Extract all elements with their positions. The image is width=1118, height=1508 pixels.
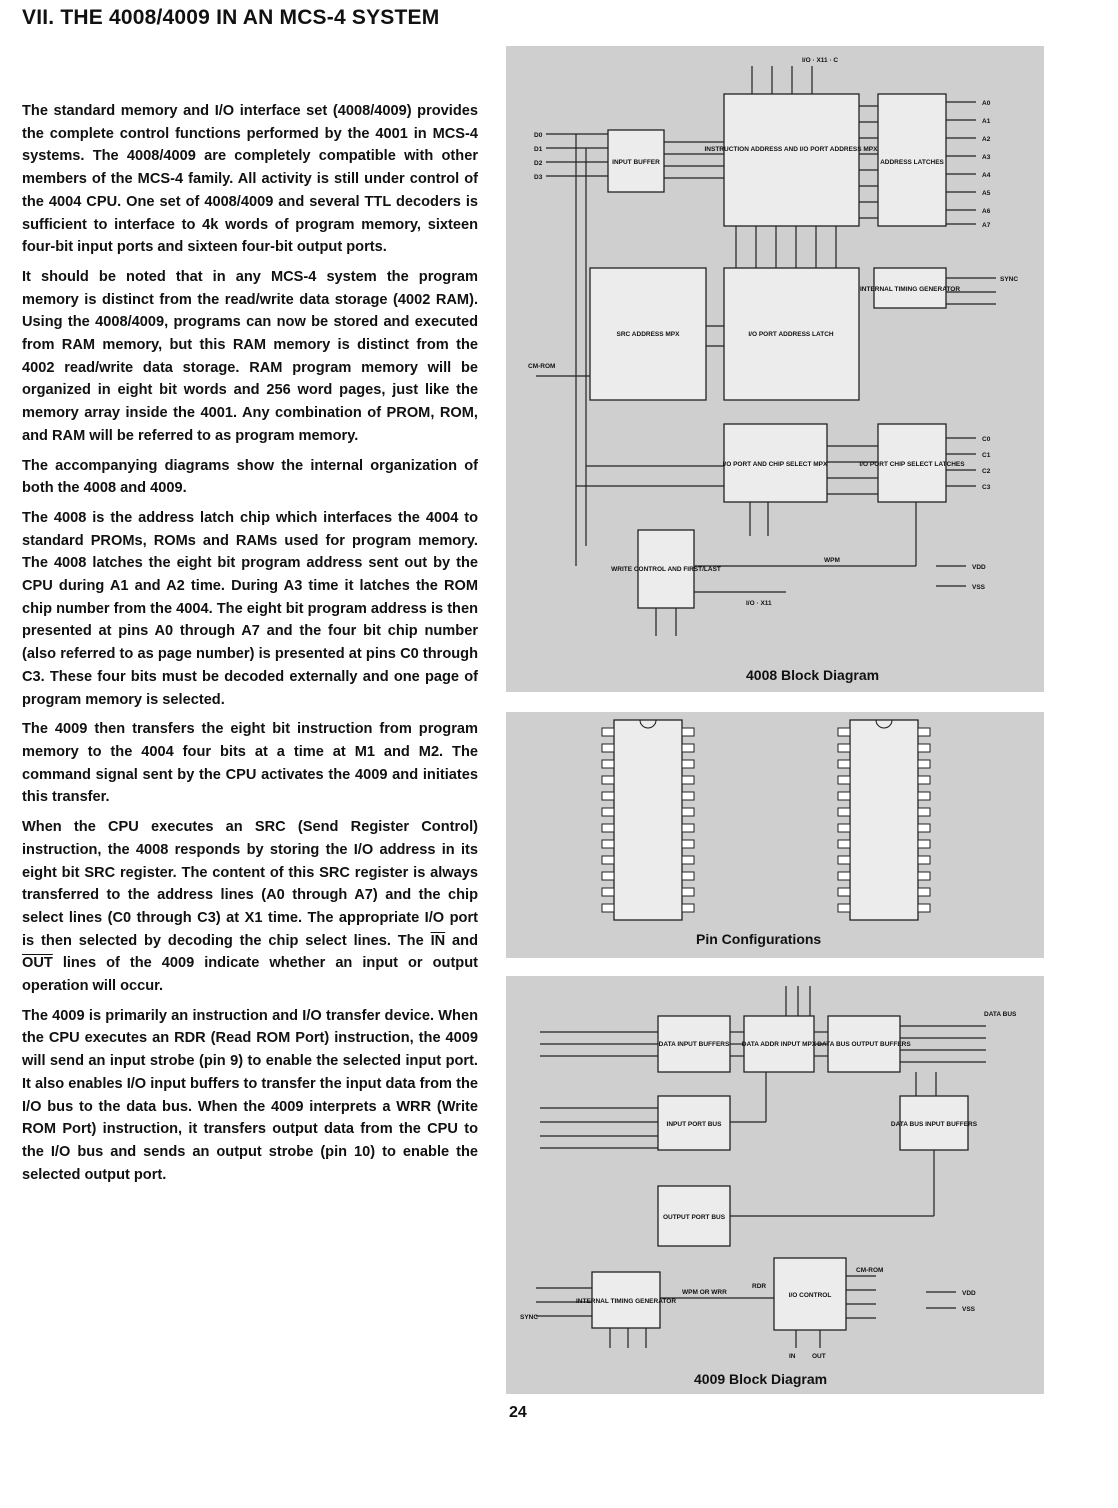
label-data-bus-output: DATA BUS OUTPUT BUFFERS	[817, 1041, 911, 1048]
pin-vss: VSS	[972, 584, 986, 591]
label-data-bus-input: DATA BUS INPUT BUFFERS	[890, 1121, 978, 1128]
pin-out: OUT	[812, 1353, 826, 1360]
label-src-address: SRC ADDRESS MPX	[616, 331, 680, 338]
label-input-port-bus: INPUT PORT BUS	[666, 1121, 722, 1128]
label-write-control: WRITE CONTROL AND FIRST/LAST	[611, 566, 721, 573]
paragraph-text: and	[445, 932, 478, 949]
pin-d1: D1	[534, 146, 543, 153]
label-address-latches: ADDRESS LATCHES	[880, 159, 944, 166]
pin-d2: D2	[534, 160, 543, 167]
signal-wpm-or-wrr: WPM OR WRR	[682, 1289, 727, 1296]
page-number: 24	[509, 1404, 527, 1421]
label-io-port-latches: I/O PORT CHIP SELECT LATCHES	[859, 461, 965, 468]
figure-4009-block-diagram	[506, 976, 1044, 1394]
chip-4009-package	[850, 720, 918, 920]
pin-sync: SYNC	[520, 1314, 539, 1321]
paragraph-text: When the CPU executes an SRC (Send Register Control) instruction, the 4008 responds by storing the I/O address in its eight bit SRC register. The content of this SRC register is always transferred to the address lines (A0 through A7) and the chip select lines (C0 through C3) at X1 time. The appropriate I/O port is then selected by decoding the chip select lines. The	[22, 819, 478, 949]
label-output-port-bus: OUTPUT PORT BUS	[662, 1214, 726, 1221]
pin-d3: D3	[534, 174, 543, 181]
pin-a5: A5	[982, 190, 991, 197]
pin-c0: C0	[982, 436, 991, 443]
page-title: VII. THE 4008/4009 IN AN MCS-4 SYSTEM	[22, 6, 440, 29]
paragraph: The accompanying diagrams show the internal organization of both the 4008 and 4009.	[22, 457, 478, 497]
signal-cm-rom: CM-ROM	[856, 1267, 884, 1274]
paragraph: The 4008 is the address latch chip which interfaces the 4004 to standard PROMs, ROMs and RAMs used for program memory. The 4008 latches the eight bit program address sent out by the CPU during A1 and A2 time. During A3 time it latches the ROM chip number from the 4004. The eight bit program address is then presented at pins A0 through A7 and the four bit chip number (also referred to as page number) is presented at pins C0 through C3. These four bits must be decoded externally and one page of program memory is selected.	[22, 509, 478, 708]
pin-d0: D0	[534, 132, 543, 139]
paragraph: It should be noted that in any MCS-4 system the program memory is distinct from the read/write data storage (4002 RAM). Using the 4008/4009, programs can now be stored and executed from RAM memory, but this RAM memory is distinct from the 4002 read/write data storage. RAM program memory will be organized in eight bit words and 256 word pages, just like the memory array inside the 4001. Any combination of PROM, ROM, and RAM will be referred to as program memory.	[22, 268, 478, 444]
pin-c1: C1	[982, 452, 991, 459]
paragraph: The 4009 is primarily an instruction and I/O transfer device. When the CPU executes an RDR (Read ROM Port) instruction, the 4009 will send an input strobe (pin 9) to enable the selected input port. It also enables I/O input buffers to transfer the input data from the I/O bus to the data bus. When the 4009 interprets a WRR (Write ROM Port) instruction, it transfers output data from the CPU to the I/O bus and sends an output strobe (pin 10) to enable the selected output port.	[22, 1007, 478, 1183]
diagram-pin-config	[506, 712, 1044, 958]
paragraph: The standard memory and I/O interface set (4008/4009) provides the complete control functions performed by the 4001 in MCS-4 systems. The 4008/4009 are completely compatible with other members of the MCS-4 family. All activity is still under control of the 4004 CPU. One set of 4008/4009 and several TTL decoders is sufficient to interface to 4k words of program memory, sixteen four-bit input ports and sixteen four-bit output ports.	[22, 103, 478, 256]
pin-a4: A4	[982, 172, 991, 179]
pin-cm-rom: CM-ROM	[528, 363, 556, 370]
pin-a6: A6	[982, 208, 991, 215]
signal-io-x11: I/O · X11	[746, 600, 772, 607]
pin-c2: C2	[982, 468, 991, 475]
pin-sync: SYNC	[1000, 276, 1019, 283]
diagram-4008	[506, 46, 1044, 692]
chip-4008-package	[614, 720, 682, 920]
signal-rdr: RDR	[752, 1283, 767, 1290]
pin-vss: VSS	[962, 1306, 976, 1313]
label-instruction-address: INSTRUCTION ADDRESS AND I/O PORT ADDRESS MPX	[704, 146, 878, 153]
pin-vdd: VDD	[972, 564, 986, 571]
pin-a7: A7	[982, 222, 991, 229]
signal-data-bus: DATA BUS	[984, 1011, 1017, 1018]
out-signal: $\overline{OUT}$	[22, 955, 53, 972]
body-text	[22, 100, 478, 1193]
label-internal-timing: INTERNAL TIMING GENERATOR	[859, 286, 961, 293]
pin-c3: C3	[982, 484, 991, 491]
pin-in: IN	[789, 1353, 796, 1360]
pin-a3: A3	[982, 154, 991, 161]
signal-top: I/O · X11 · C	[802, 57, 839, 64]
in-signal: $\overline{IN}$	[430, 932, 446, 949]
label-io-port-select: I/O PORT AND CHIP SELECT MPX	[722, 461, 828, 468]
label-io-port-address: I/O PORT ADDRESS LATCH	[748, 331, 834, 338]
label-input-buffer: INPUT BUFFER	[612, 159, 660, 166]
signal-wpm: WPM	[824, 557, 840, 564]
pin-vdd: VDD	[962, 1290, 976, 1297]
label-data-input-buffers: DATA INPUT BUFFERS	[658, 1041, 730, 1048]
figure-4008-block-diagram	[506, 46, 1044, 692]
diagram-4009	[506, 976, 1044, 1394]
figure-pin-configurations	[506, 712, 1044, 958]
figure-caption: Pin Configurations	[696, 931, 822, 947]
pin-a0: A0	[982, 100, 991, 107]
pin-a2: A2	[982, 136, 991, 143]
paragraph-text: lines of the 4009 indicate whether an input or output operation will occur.	[22, 955, 478, 995]
figure-caption: 4008 Block Diagram	[746, 667, 880, 683]
label-data-addr-mpx: DATA ADDR INPUT MPX	[741, 1041, 817, 1048]
label-io-control: I/O CONTROL	[788, 1292, 832, 1299]
block-instruction-address	[724, 94, 859, 226]
label-internal-timing: INTERNAL TIMING GENERATOR	[575, 1298, 677, 1305]
pin-a1: A1	[982, 118, 991, 125]
figure-caption: 4009 Block Diagram	[694, 1371, 828, 1387]
paragraph	[22, 816, 478, 998]
paragraph: The 4009 then transfers the eight bit instruction from program memory to the 4004 four bits at a time at M1 and M2. The command signal sent by the CPU activates the 4009 and initiates this transfer.	[22, 721, 478, 806]
